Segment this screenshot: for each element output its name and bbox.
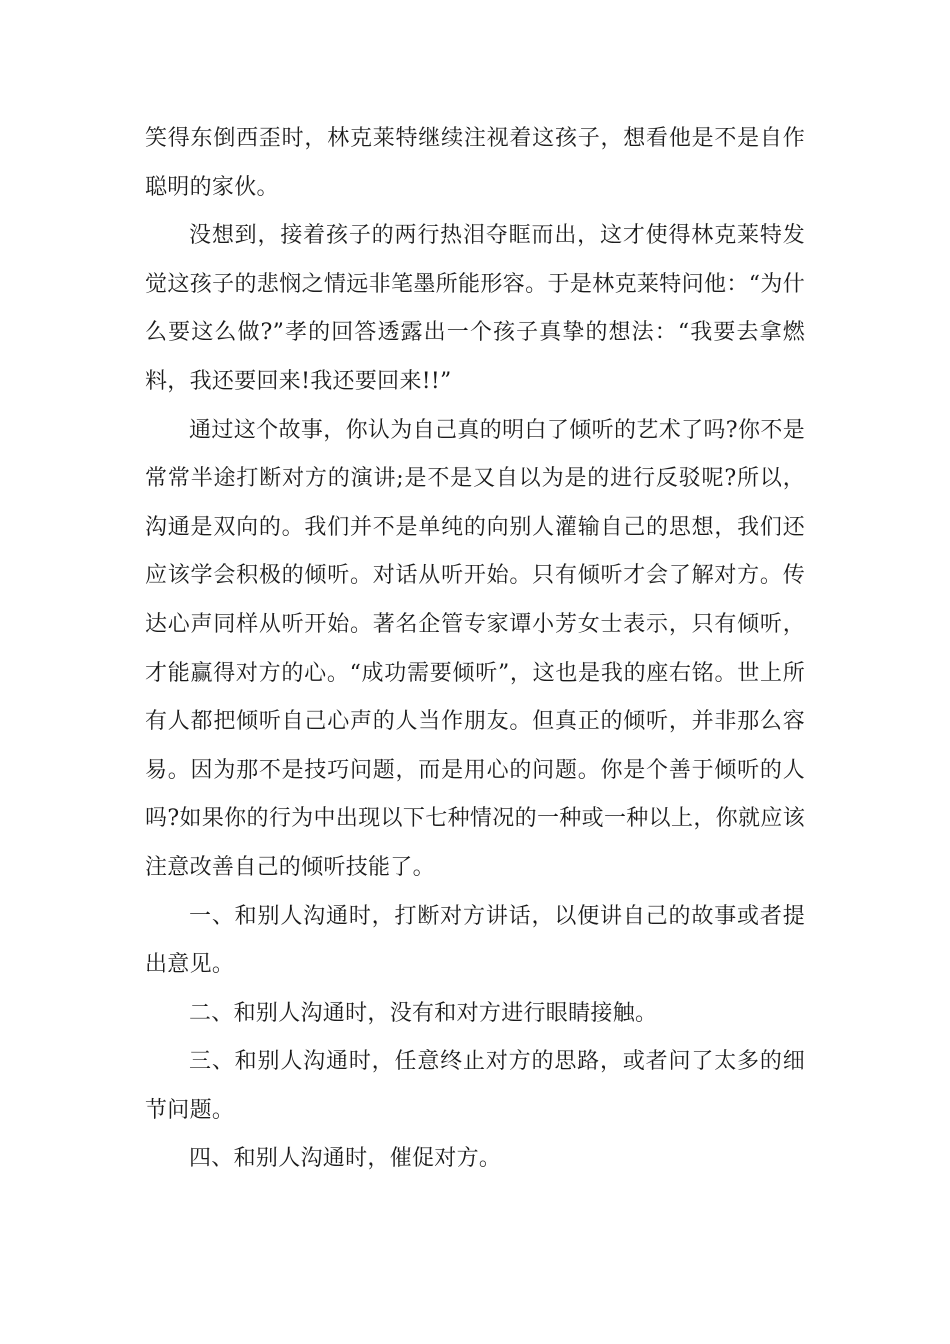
list-item-4: 四、和别人沟通时，催促对方。 bbox=[189, 1146, 502, 1172]
paragraph-continuation: 笑得东倒西歪时，林克莱特继续注视着这孩子，想看他是不是自作聪明的家伙。 bbox=[145, 126, 805, 200]
paragraph-listening-art: 通过这个故事，你认为自己真的明白了倾听的艺术了吗?你不是常常半途打断对方的演讲;是不是又自以为是的进行反驳呢?所以，沟通是双向的。我们并不是单纯的向别人灌输自己的思想，我们还应该学会积极的倾听。对话从听开始。只有倾听才会了解对方。传达心声同样从听开始。著名企管专家谭小芳女士表示，只有倾听，才能赢得对方的心。“成功需要倾听”，这也是我的座右铭。世上所有人都把倾听自己心声的人当作朋友。但真正的倾听，并非那么容易。因为那不是技巧问题，而是用心的问题。你是个善于倾听的人吗?如果你的行为中出现以下七种情况的一种或一种以上，你就应该注意改善自己的倾听技能了。 bbox=[145, 417, 805, 880]
list-item-2: 二、和别人沟通时，没有和对方进行眼睛接触。 bbox=[189, 1000, 658, 1026]
document-body bbox=[145, 115, 805, 1184]
list-item-1: 一、和别人沟通时，打断对方讲话，以便讲自己的故事或者提出意见。 bbox=[145, 903, 805, 978]
paragraph-tears: 没想到，接着孩子的两行热泪夺眶而出，这才使得林克莱特发觉这孩子的悲悯之情远非笔墨所能形容。于是林克莱特问他：“为什么要这么做?”孝的回答透露出一个孩子真挚的想法：“我要去拿燃料，我还要回来!我还要回来!!” bbox=[145, 223, 805, 394]
list-item-3: 三、和别人沟通时，任意终止对方的思路，或者问了太多的细节问题。 bbox=[145, 1049, 805, 1123]
